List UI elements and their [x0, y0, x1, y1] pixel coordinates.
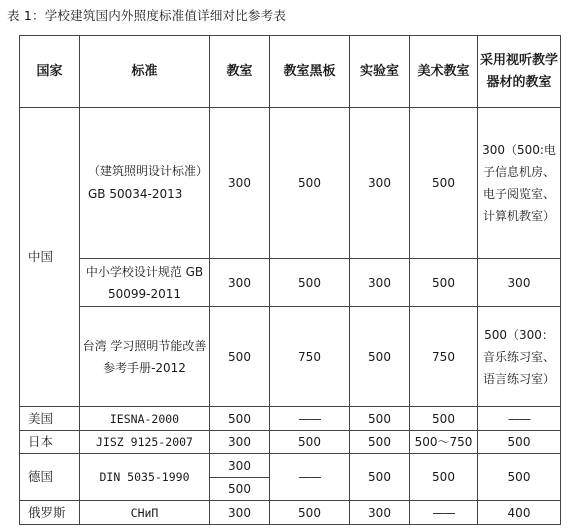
av-cell: 400: [478, 501, 561, 525]
art-cell: 500～750: [410, 430, 478, 454]
art-cell: 500: [410, 407, 478, 431]
header-lab: 实验室: [350, 36, 410, 108]
table-row: [20, 307, 561, 407]
illuminance-comparison-table: [19, 35, 561, 525]
lab-cell: 500: [350, 430, 410, 454]
standard-cell: DIN 5035-1990: [80, 454, 210, 501]
art-cell: ——: [410, 501, 478, 525]
blackboard-cell: 750: [270, 307, 350, 407]
art-cell: 750: [410, 307, 478, 407]
header-av-classroom: 采用视听教学器材的教室: [478, 36, 561, 108]
header-art: 美术教室: [410, 36, 478, 108]
standard-cell: 中小学校设计规范 GB 50099-2011: [80, 259, 210, 307]
table-row: [20, 407, 561, 431]
country-cell: 日本: [20, 430, 80, 454]
table-row: [20, 454, 561, 478]
classroom-cell: 500: [210, 307, 270, 407]
blackboard-cell: ——: [270, 454, 350, 501]
classroom-cell: 300: [210, 259, 270, 307]
standard-cell: （建筑照明设计标准）GB 50034-2013: [80, 108, 210, 259]
table-row: [20, 501, 561, 525]
av-cell: 300（500:电子信息机房、电子阅览室、计算机教室）: [478, 108, 561, 259]
lab-cell: 500: [350, 307, 410, 407]
header-country: 国家: [20, 36, 80, 108]
classroom-cell: 300: [210, 430, 270, 454]
standard-cell: 台湾 学习照明节能改善参考手册-2012: [80, 307, 210, 407]
table-caption: 表 1：学校建筑国内外照度标准值详细对比参考表: [7, 8, 287, 23]
art-cell: 500: [410, 259, 478, 307]
av-cell: ——: [478, 407, 561, 431]
table-row: [20, 430, 561, 454]
classroom-cell: 500: [210, 477, 270, 501]
standard-cell: JISZ 9125-2007: [80, 430, 210, 454]
lab-cell: 500: [350, 454, 410, 501]
lab-cell: 500: [350, 407, 410, 431]
blackboard-cell: 500: [270, 108, 350, 259]
classroom-cell: 300: [210, 108, 270, 259]
blackboard-cell: ——: [270, 407, 350, 431]
country-cell: 德国: [20, 454, 80, 501]
blackboard-cell: 500: [270, 430, 350, 454]
art-cell: 500: [410, 454, 478, 501]
standard-cell: CHиП: [80, 501, 210, 525]
country-cell: 俄罗斯: [20, 501, 80, 525]
av-cell: 500（300：音乐练习室、语言练习室）: [478, 307, 561, 407]
art-cell: 500: [410, 108, 478, 259]
av-cell: 300: [478, 259, 561, 307]
lab-cell: 300: [350, 501, 410, 525]
lab-cell: 300: [350, 108, 410, 259]
country-cell: 美国: [20, 407, 80, 431]
header-blackboard: 教室黑板: [270, 36, 350, 108]
standard-cell: IESNA-2000: [80, 407, 210, 431]
table-row: [20, 259, 561, 307]
blackboard-cell: 500: [270, 501, 350, 525]
country-cell: 中国: [20, 108, 80, 407]
header-row: [20, 36, 561, 108]
av-cell: 500: [478, 454, 561, 501]
av-cell: 500: [478, 430, 561, 454]
header-classroom: 教室: [210, 36, 270, 108]
table-row: [20, 108, 561, 259]
lab-cell: 300: [350, 259, 410, 307]
blackboard-cell: 500: [270, 259, 350, 307]
classroom-cell: 300: [210, 501, 270, 525]
header-standard: 标准: [80, 36, 210, 108]
classroom-cell: 500: [210, 407, 270, 431]
classroom-cell: 300: [210, 454, 270, 478]
